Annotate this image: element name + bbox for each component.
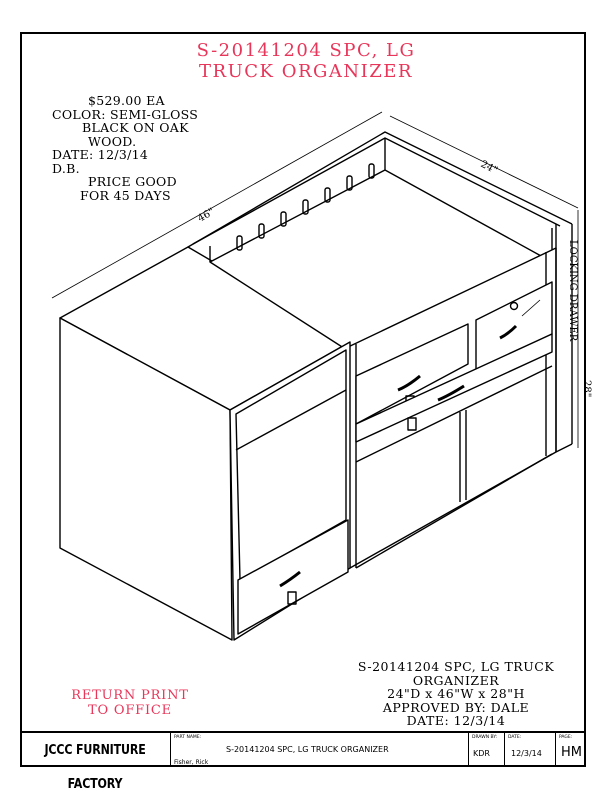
drawn-by: KDR [473,749,490,758]
drawn-by-label: DRAWN BY: [472,735,497,740]
return-line-2: TO OFFICE [88,703,172,718]
note-price-good: PRICE GOOD [88,174,177,189]
company-name: JCCC FURNITURE FACTORY [44,742,146,792]
part-name-cell [171,733,469,767]
note-color-2: BLACK ON OAK [82,120,189,135]
note-color: COLOR: SEMI-GLOSS [52,106,199,122]
summary-dimensions: 24"D x 46"W x 28"H [387,686,525,701]
summary-line-1: S-20141204 SPC, LG TRUCK [357,659,555,674]
dim-height: 28" [581,380,592,398]
note-days: FOR 45 DAYS [80,187,171,203]
part-name: S-20141204 SPC, LG TRUCK ORGANIZER [226,745,389,754]
product-summary [336,660,576,728]
page-label: PAGE: [559,735,573,740]
date-label: DATE: [508,735,522,740]
part-name-label: PART NAME: [174,735,202,740]
drawn-by-cell [469,733,505,767]
summary-line-2: ORGANIZER [412,672,500,688]
dim-width: 46" [196,206,217,225]
note-wood: WOOD. [88,133,137,149]
page-value: HM [561,745,582,760]
dim-depth: 24" [478,158,500,177]
title-block [20,731,586,792]
page-cell [556,733,586,767]
note-price: $529.00 EA [88,93,165,108]
date-cell [505,733,556,767]
customer-name: Fisher, Rick [174,759,209,766]
title-line-1: S-20141204 SPC, LG [196,40,416,61]
date-value: 12/3/14 [511,749,542,758]
summary-date: DATE: 12/3/14 [406,713,506,728]
note-date: DATE: 12/3/14 [52,147,149,162]
return-line-1: RETURN PRINT [71,688,189,703]
note-initials: D.B. [52,160,80,176]
summary-approved: APPROVED BY: DALE [382,699,530,715]
title-line-2: TRUCK ORGANIZER [199,61,413,82]
locking-drawer-callout: LOCKING DRAWER [567,240,578,342]
return-print-note [50,688,210,718]
